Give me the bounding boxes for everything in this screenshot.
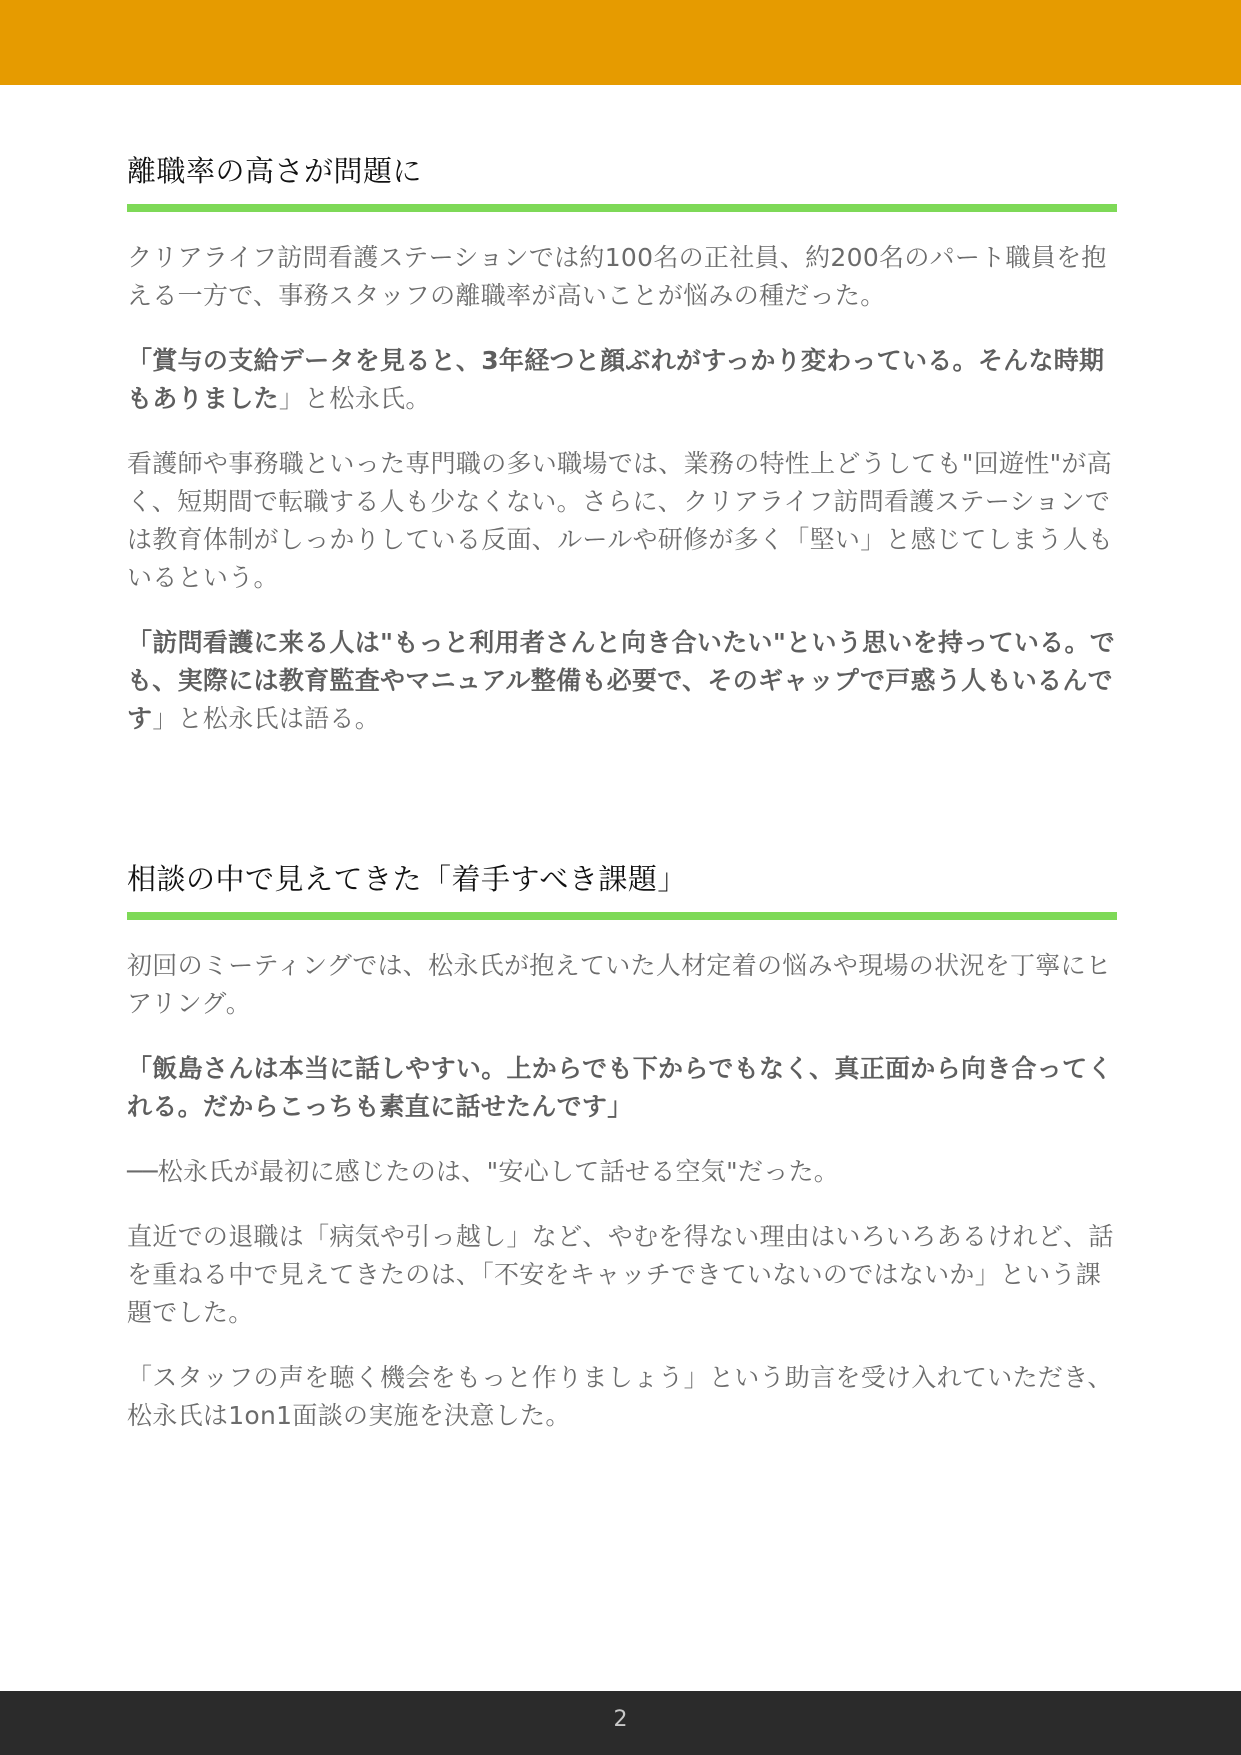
paragraph: ──松永氏が最初に感じたのは、"安心して話せる空気"だった。 — [127, 1157, 840, 1187]
paragraph: 初回のミーティングでは、松永氏が抱えていた人材定着の悩みや現場の状況を丁寧にヒアリング。 — [127, 951, 1112, 1019]
section-consultation — [127, 858, 1117, 1435]
section-rule — [127, 912, 1117, 920]
section-turnover — [127, 150, 1117, 738]
quote-attribution: 」と松永氏は語る。 — [152, 704, 381, 734]
paragraph: 「スタッフの声を聴く機会をもっと作りましょう」という助言を受け入れていただき、松永氏は1on1面談の実施を決意した。 — [127, 1363, 1113, 1431]
quote-text: 「訪問看護に来る人は"もっと利用者さんと向き合いたい"という思いを持っている。でも、実際には教育監査やマニュアル整備も必要で、そのギャップで戸惑う人もいるんです — [127, 628, 1116, 734]
quote-attribution: 」と松永氏。 — [278, 384, 431, 414]
paragraph: クリアライフ訪問看護ステーションでは約100名の正社員、約200名のパート職員を抱える一方で、事務スタッフの離職率が高いことが悩みの種だった。 — [127, 243, 1107, 311]
article-body — [127, 150, 1117, 1462]
page-number: 2 — [613, 1707, 628, 1732]
quote-paragraph — [127, 624, 1117, 738]
quote-paragraph: 「飯島さんは本当に話しやすい。上からでも下からでもなく、真正面から向き合ってくれる。だからこっちも素直に話せたんです」 — [127, 1054, 1113, 1122]
header-band — [0, 0, 1241, 85]
paragraph: 直近での退職は「病気や引っ越し」など、やむを得ない理由はいろいろあるけれど、話を重ねる中で見えてきたのは、「不安をキャッチできていないのではないか」という課題でした。 — [127, 1222, 1114, 1328]
paragraph: 看護師や事務職といった専門職の多い職場では、業務の特性上どうしても"回遊性"が高く、短期間で転職する人も少なくない。さらに、クリアライフ訪問看護ステーションでは教育体制がしっかりしている反面、ルールや研修が多く「堅い」と感じてしまう人もいるという。 — [127, 449, 1114, 593]
section-title: 離職率の高さが問題に — [127, 154, 423, 188]
quote-paragraph — [127, 342, 1117, 418]
footer-bar — [0, 1691, 1241, 1755]
section-rule — [127, 204, 1117, 212]
quote-text: 「賞与の支給データを見ると、3年経つと顔ぶれがすっかり変わっている。そんな時期もありました — [127, 346, 1105, 414]
section-title: 相談の中で見えてきた「着手すべき課題」 — [127, 862, 687, 897]
